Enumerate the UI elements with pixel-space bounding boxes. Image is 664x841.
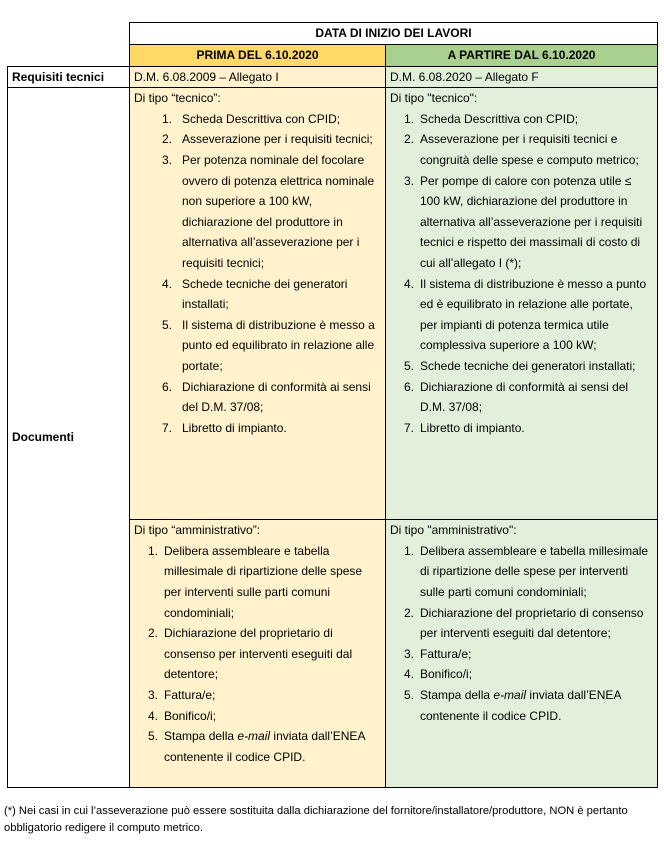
list-item: [134, 315, 381, 377]
item-number: 2.: [147, 626, 158, 641]
section-intro: Di tipo "amministrativo":: [390, 523, 517, 538]
list-item: [390, 685, 653, 726]
item-number: 4.: [403, 276, 414, 291]
item-number: 3.: [403, 173, 414, 188]
item-text: Schede tecniche dei generatori installati;: [182, 276, 348, 312]
item-number: 6.: [161, 379, 172, 394]
item-text: Per pompe di calore con potenza utile ≤ 100 kW, dichiarazione del produttore in alternativa all’asseverazione per i requisiti tecnici e rispetto dei massimali di costo di cui all’allegato I (*);: [420, 173, 643, 270]
apartire-administrative-documents-cell: [386, 520, 658, 788]
item-text: Delibera assembleare e tabella millesimale di ripartizione delle spese per interventi sulle parti comuni condominiali;: [420, 543, 649, 599]
item-text: Libretto di impianto.: [420, 420, 525, 435]
item-number: 5.: [147, 729, 158, 744]
column-header-prima: PRIMA DEL 6.10.2020: [130, 45, 386, 67]
item-number: 5.: [161, 317, 172, 332]
list-item: [134, 418, 381, 439]
row-label-requisiti: Requisiti tecnici: [8, 66, 130, 88]
list-item: [390, 418, 653, 439]
item-number: 7.: [403, 420, 414, 435]
item-number: 6.: [403, 379, 414, 394]
list-item: [134, 129, 381, 150]
prima-administrative-list: [134, 541, 381, 768]
list-item: [390, 129, 653, 170]
item-number: 3.: [161, 152, 172, 167]
section-intro: Di tipo "tecnico":: [390, 91, 478, 106]
list-item: [134, 685, 381, 706]
item-number: 5.: [403, 358, 414, 373]
section-intro: Di tipo “amministrativo”:: [134, 523, 261, 538]
incentive-documents-table: [7, 22, 658, 788]
item-text: Delibera assembleare e tabella millesimale di ripartizione delle spese per interventi sulle parti comuni condominiali;: [164, 543, 363, 620]
item-number: 3.: [403, 646, 414, 661]
item-text-pre: Stampa della: [164, 729, 238, 744]
item-number: 3.: [147, 687, 158, 702]
item-number: 1.: [403, 111, 414, 126]
list-item: [134, 726, 381, 767]
item-text: Bonifico/i;: [164, 708, 217, 723]
prima-technical-documents-cell: [130, 88, 386, 520]
item-text: [164, 726, 381, 767]
list-item: [390, 603, 653, 644]
item-text: Dichiarazione di conformità ai sensi del D.M. 37/08;: [182, 379, 371, 415]
list-item: [390, 377, 653, 418]
item-text: Dichiarazione del proprietario di consenso per interventi eseguiti dal detentore;: [164, 626, 353, 682]
item-text: Scheda Descrittiva con CPID;: [420, 111, 579, 126]
prima-technical-list: [134, 109, 381, 439]
list-item: [390, 664, 653, 685]
list-item: [134, 109, 381, 130]
item-text: [420, 685, 653, 726]
item-text: Schede tecniche dei generatori installati;: [420, 358, 636, 373]
item-number: 5.: [403, 687, 414, 702]
item-text-emphasis: e-mail: [493, 687, 527, 702]
list-item: [134, 541, 381, 623]
apartire-technical-list: [390, 109, 653, 439]
apartire-administrative-list: [390, 541, 653, 726]
item-number: 7.: [161, 420, 172, 435]
list-item: [390, 274, 653, 356]
list-item: [134, 377, 381, 418]
item-number: 2.: [403, 132, 414, 147]
item-text: Fattura/e;: [420, 646, 472, 661]
item-number: 2.: [403, 605, 414, 620]
item-text: Asseverazione per i requisiti tecnici;: [182, 132, 373, 147]
list-item: [134, 706, 381, 727]
item-number: 4.: [403, 667, 414, 682]
item-number: 1.: [147, 543, 158, 558]
item-number: 2.: [161, 132, 172, 147]
item-number: 1.: [403, 543, 414, 558]
item-number: 4.: [147, 708, 158, 723]
list-item: [390, 171, 653, 274]
empty-corner-cell: [8, 23, 130, 67]
list-item: [390, 109, 653, 130]
list-item: [134, 274, 381, 315]
section-intro: Di tipo “tecnico”:: [134, 91, 221, 106]
list-item: [134, 623, 381, 685]
row-label-documenti: Documenti: [8, 88, 130, 788]
item-text: Asseverazione per i requisiti tecnici e congruità delle spese e computo metrico;: [420, 132, 639, 167]
apartire-technical-documents-cell: [386, 88, 658, 520]
list-item: [390, 644, 653, 665]
item-text: Dichiarazione di conformità ai sensi del D.M. 37/08;: [420, 379, 629, 415]
item-number: 4.: [161, 276, 172, 291]
item-text-pre: Stampa della: [420, 687, 494, 702]
item-text-post: inviata dall’ENEA contenente il codice CPID.: [420, 687, 621, 723]
footnote: (*) Nei casi in cui l’asseverazione può essere sostituita dalla dichiarazione del fornitore/installatore/produttore, NON è pertanto obbligatorio redigere il computo metrico.: [4, 805, 628, 834]
item-number: 1.: [161, 111, 172, 126]
list-item: [134, 150, 381, 274]
list-item: [390, 541, 653, 603]
item-text: Libretto di impianto.: [182, 420, 287, 435]
item-text-emphasis: e-mail: [237, 729, 271, 744]
list-item: [390, 356, 653, 377]
requisiti-prima-cell: D.M. 6.08.2009 – Allegato I: [130, 66, 386, 88]
item-text: Il sistema di distribuzione è messo a punto ed è equilibrato in relazione alle portate, per impianti di potenza termica utile complessiva superiore a 100 kW;: [420, 276, 647, 353]
item-text-post: inviata dall’ENEA contenente il codice CPID.: [164, 729, 365, 764]
column-header-apartire: A PARTIRE DAL 6.10.2020: [386, 45, 658, 67]
main-header: DATA DI INIZIO DEI LAVORI: [130, 23, 658, 45]
item-text: Scheda Descrittiva con CPID;: [182, 111, 341, 126]
item-text: Bonifico/i;: [420, 667, 473, 682]
item-text: Dichiarazione del proprietario di consenso per interventi eseguiti dal detentore;: [420, 605, 644, 641]
item-text: Per potenza nominale del focolare ovvero di potenza elettrica nominale non superiore a 100 kW, dichiarazione del produttore in alternativa all’asseverazione per i requisiti tecnici;: [182, 152, 375, 270]
item-text: Fattura/e;: [164, 687, 216, 702]
item-text: Il sistema di distribuzione è messo a punto ed equilibrato in relazione alle portate;: [182, 317, 375, 373]
requisiti-apartire-cell: D.M. 6.08.2020 – Allegato F: [386, 66, 658, 88]
prima-administrative-documents-cell: [130, 520, 386, 788]
